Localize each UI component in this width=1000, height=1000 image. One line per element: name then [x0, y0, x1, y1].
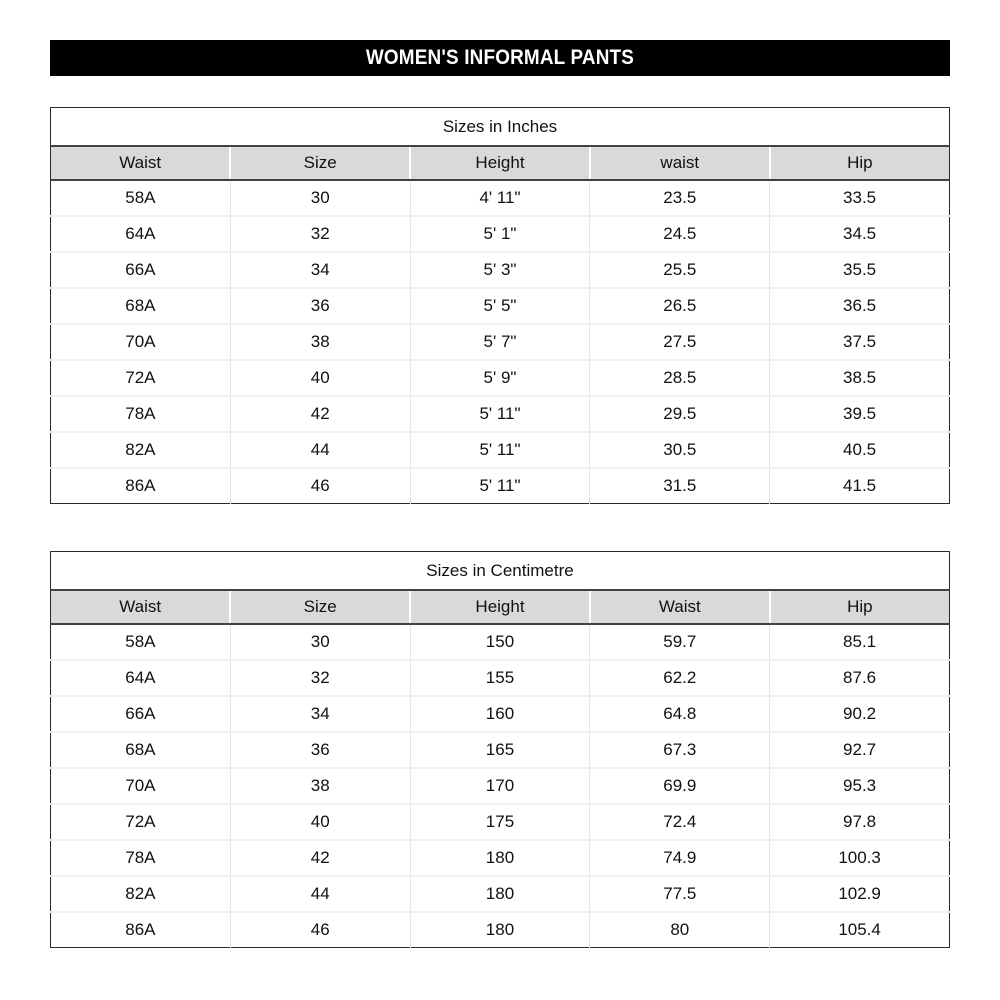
table-cell: 80: [590, 912, 770, 948]
table-cell: 5' 7": [410, 324, 590, 360]
table-cell: 105.4: [770, 912, 950, 948]
column-header-size: Size: [230, 146, 410, 180]
table-cell: 25.5: [590, 252, 770, 288]
table-cell: 5' 11": [410, 396, 590, 432]
table-cell: 150: [410, 624, 590, 660]
table-cell: 26.5: [590, 288, 770, 324]
table-cell: 5' 11": [410, 432, 590, 468]
table-cell: 68A: [51, 732, 231, 768]
table-cell: 30: [230, 180, 410, 216]
table-cell: 35.5: [770, 252, 950, 288]
table-cell: 40: [230, 804, 410, 840]
table-cell: 5' 1": [410, 216, 590, 252]
column-header-waist: waist: [590, 146, 770, 180]
table-cell: 41.5: [770, 468, 950, 504]
table-cell: 36.5: [770, 288, 950, 324]
column-header-height: Height: [410, 146, 590, 180]
inches-size-table: [50, 107, 950, 504]
table-cell: 74.9: [590, 840, 770, 876]
table-cell: 78A: [51, 840, 231, 876]
table-cell: 44: [230, 876, 410, 912]
centimetre-size-table: [50, 551, 950, 948]
table-cell: 78A: [51, 396, 231, 432]
inches-table-title-row: [51, 108, 950, 147]
table-cell: 70A: [51, 768, 231, 804]
table-cell: 64A: [51, 216, 231, 252]
table-cell: 77.5: [590, 876, 770, 912]
table-cell: 34: [230, 252, 410, 288]
table-row: [51, 840, 950, 876]
table-row: [51, 216, 950, 252]
table-cell: 38: [230, 324, 410, 360]
table-cell: 90.2: [770, 696, 950, 732]
table-cell: 29.5: [590, 396, 770, 432]
table-cell: 92.7: [770, 732, 950, 768]
table-cell: 4' 11": [410, 180, 590, 216]
table-cell: 97.8: [770, 804, 950, 840]
table-row: [51, 468, 950, 504]
table-cell: 100.3: [770, 840, 950, 876]
table-cell: 30: [230, 624, 410, 660]
centimetre-table-body: [51, 624, 950, 948]
table-cell: 46: [230, 912, 410, 948]
table-cell: 32: [230, 216, 410, 252]
table-cell: 58A: [51, 624, 231, 660]
column-header-waist: Waist: [590, 590, 770, 624]
table-cell: 46: [230, 468, 410, 504]
page-title: WOMEN'S INFORMAL PANTS: [365, 46, 635, 69]
table-row: [51, 324, 950, 360]
table-cell: 85.1: [770, 624, 950, 660]
table-cell: 33.5: [770, 180, 950, 216]
table-row: [51, 768, 950, 804]
table-cell: 82A: [51, 876, 231, 912]
table-cell: 5' 3": [410, 252, 590, 288]
table-cell: 87.6: [770, 660, 950, 696]
table-row: [51, 696, 950, 732]
centimetre-table-header-row: [51, 590, 950, 624]
page: [50, 0, 950, 948]
table-cell: 175: [410, 804, 590, 840]
table-cell: 34: [230, 696, 410, 732]
table-row: [51, 432, 950, 468]
table-cell: 72A: [51, 360, 231, 396]
table-row: [51, 912, 950, 948]
table-cell: 86A: [125, 920, 156, 939]
table-cell: 86A: [125, 476, 156, 495]
table-cell: 36: [230, 732, 410, 768]
table-cell: 38: [230, 768, 410, 804]
inches-table-header-row: [51, 146, 950, 180]
table-cell: 72A: [51, 804, 231, 840]
column-header-hip: Hip: [770, 146, 950, 180]
table-row: [51, 360, 950, 396]
table-cell: 28.5: [590, 360, 770, 396]
centimetre-table-title: Sizes in Centimetre: [51, 552, 950, 591]
table-row: [51, 288, 950, 324]
table-row: [51, 624, 950, 660]
table-cell: 82A: [51, 432, 231, 468]
table-cell: 58A: [51, 180, 231, 216]
column-header-hip: Hip: [770, 590, 950, 624]
table-cell: 36: [230, 288, 410, 324]
table-row: [51, 252, 950, 288]
table-cell: 155: [410, 660, 590, 696]
table-cell: 72.4: [590, 804, 770, 840]
column-header-height: Height: [410, 590, 590, 624]
table-cell: 32: [230, 660, 410, 696]
table-cell: 5' 9": [410, 360, 590, 396]
table-cell: 66A: [51, 252, 231, 288]
table-row: [51, 804, 950, 840]
table-cell: 64.8: [590, 696, 770, 732]
table-row: [51, 876, 950, 912]
table-cell: 34.5: [770, 216, 950, 252]
table-cell: 70A: [51, 324, 231, 360]
table-cell: 40.5: [770, 432, 950, 468]
table-cell: 170: [410, 768, 590, 804]
table-cell: 42: [230, 396, 410, 432]
table-cell: 24.5: [590, 216, 770, 252]
table-cell: 31.5: [590, 468, 770, 504]
table-cell: 5' 5": [410, 288, 590, 324]
table-cell: 30.5: [590, 432, 770, 468]
table-cell: 44: [230, 432, 410, 468]
table-cell: 42: [230, 840, 410, 876]
centimetre-table-title-row: [51, 552, 950, 591]
column-header-size: Size: [230, 590, 410, 624]
table-row: [51, 660, 950, 696]
column-header-waist-code: Waist: [51, 590, 231, 624]
table-cell: 39.5: [770, 396, 950, 432]
table-cell: 5' 11": [410, 468, 590, 504]
table-row: [51, 732, 950, 768]
table-cell: 40: [230, 360, 410, 396]
inches-table-body: [51, 180, 950, 504]
table-cell: 180: [410, 912, 590, 948]
table-cell: 37.5: [770, 324, 950, 360]
table-row: [51, 396, 950, 432]
table-cell: 165: [410, 732, 590, 768]
table-cell: 23.5: [590, 180, 770, 216]
table-cell: 64A: [51, 660, 231, 696]
table-cell: 27.5: [590, 324, 770, 360]
inches-table-title: Sizes in Inches: [51, 108, 950, 147]
table-cell: 62.2: [590, 660, 770, 696]
table-cell: 180: [410, 876, 590, 912]
table-cell: 95.3: [770, 768, 950, 804]
table-cell: 38.5: [770, 360, 950, 396]
table-cell: 160: [410, 696, 590, 732]
table-cell: 68A: [51, 288, 231, 324]
table-cell: 180: [410, 840, 590, 876]
title-bar: [50, 40, 950, 76]
column-header-waist-code: Waist: [51, 146, 231, 180]
table-row: [51, 180, 950, 216]
table-cell: 69.9: [590, 768, 770, 804]
table-cell: 67.3: [590, 732, 770, 768]
table-cell: 102.9: [770, 876, 950, 912]
table-cell: 59.7: [590, 624, 770, 660]
table-cell: 66A: [51, 696, 231, 732]
